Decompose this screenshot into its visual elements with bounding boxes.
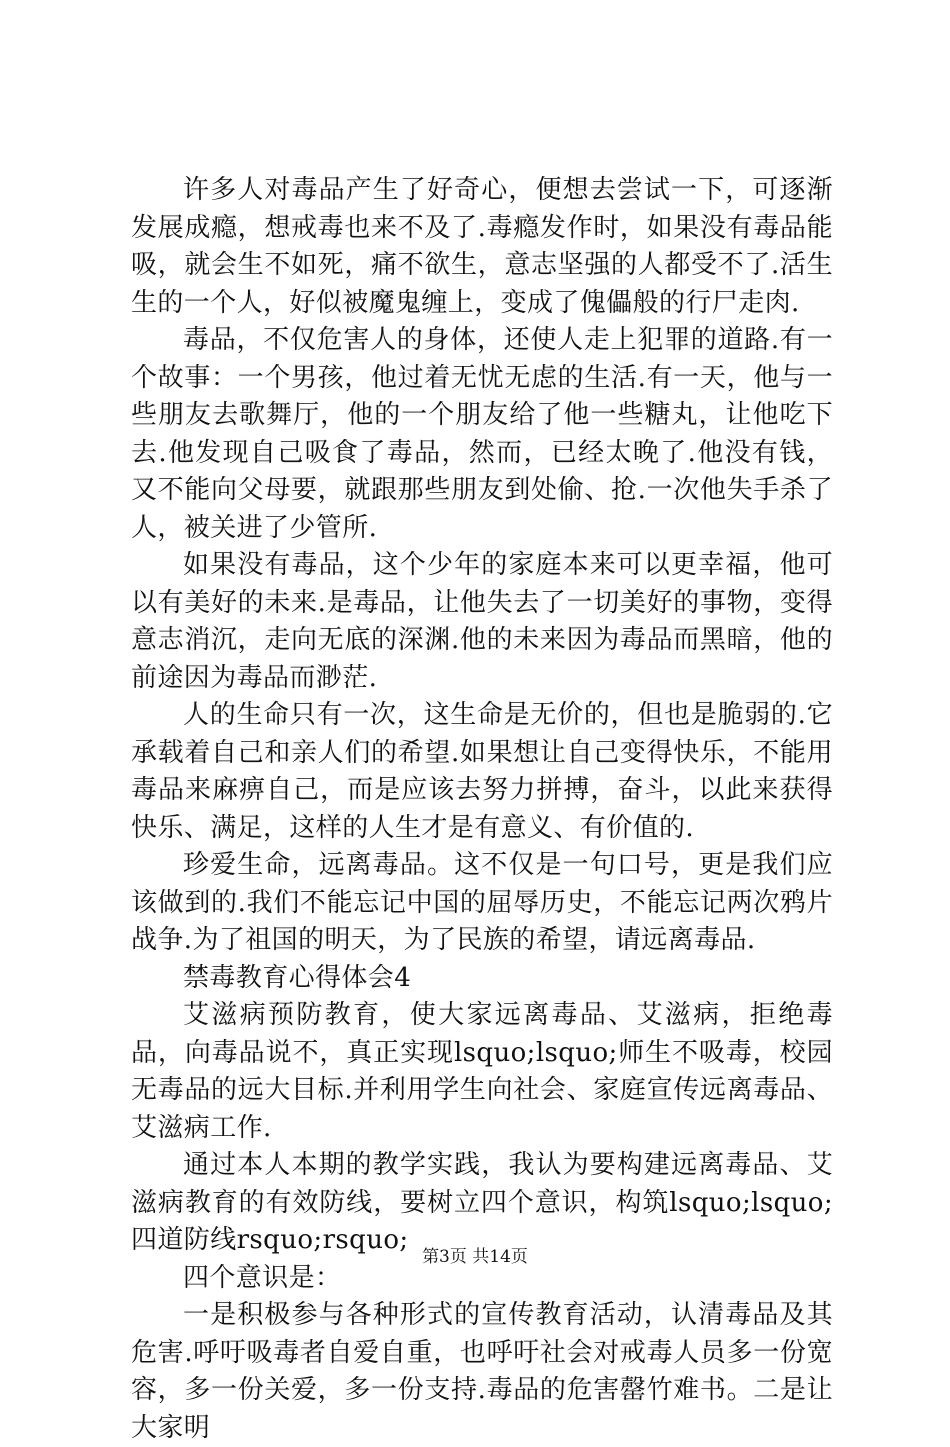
- paragraph-4: 人的生命只有一次，这生命是无价的，但也是脆弱的.它承载着自己和亲人们的希望.如果想让自己变得快乐，不能用毒品来麻痹自己，而是应该去努力拼搏，奋斗，以此来获得快乐、满足，这样的人生才是有意义、有价值的.: [131, 700, 833, 843]
- paragraph-9: 一是积极参与各种形式的宣传教育活动，认清毒品及其危害.呼吁吸毒者自爱自重，也呼吁社会对戒毒人员多一份宽容，多一份关爱，多一份支持.毒品的危害罄竹难书。二是让大家明: [131, 1300, 833, 1443]
- paragraph-2: 毒品，不仅危害人的身体，还使人走上犯罪的道路.有一个故事：一个男孩，他过着无忧无虑的生活.有一天，他与一些朋友去歌舞厅，他的一个朋友给了他一些糖丸，让他吃下去.他发现自己吸食了毒品，然而，已经太晚了.他没有钱，又不能向父母要，就跟那些朋友到处偷、抢.一次他失手杀了人，被关进了少管所.: [131, 325, 833, 543]
- paragraph-1: 许多人对毒品产生了好奇心，便想去尝试一下，可逐渐发展成瘾，想戒毒也来不及了.毒瘾发作时，如果没有毒品能吸，就会生不如死，痛不欲生，意志坚强的人都受不了.活生生的一个人，好似被魔鬼缠上，变成了傀儡般的行尸走肉.: [131, 175, 833, 318]
- paragraph-6: 艾滋病预防教育，使大家远离毒品、艾滋病，拒绝毒品，向毒品说不，真正实现lsquo;lsquo;师生不吸毒，校园无毒品的远大目标.并利用学生向社会、家庭宣传远离毒品、艾滋病工作.: [131, 1000, 833, 1143]
- paragraph-8: 四个意识是：: [183, 1262, 342, 1293]
- paragraph-5: 珍爱生命，远离毒品。这不仅是一句口号，更是我们应该做到的.我们不能忘记中国的屈辱历史，不能忘记两次鸦片战争.为了祖国的明天，为了民族的希望，请远离毒品.: [131, 850, 833, 955]
- paragraph-3: 如果没有毒品，这个少年的家庭本来可以更幸福，他可以有美好的未来.是毒品，让他失去了一切美好的事物，变得意志消沉，走向无底的深渊.他的未来因为毒品而黑暗，他的前途因为毒品而渺茫.: [131, 550, 833, 693]
- section-heading: 禁毒教育心得体会4: [183, 962, 412, 993]
- page-number-footer: 第3页 共14页: [422, 1247, 528, 1267]
- paragraph-7: 通过本人本期的教学实践，我认为要构建远离毒品、艾滋病教育的有效防线，要树立四个意识，构筑lsquo;lsquo;四道防线rsquo;rsquo;: [131, 1150, 833, 1255]
